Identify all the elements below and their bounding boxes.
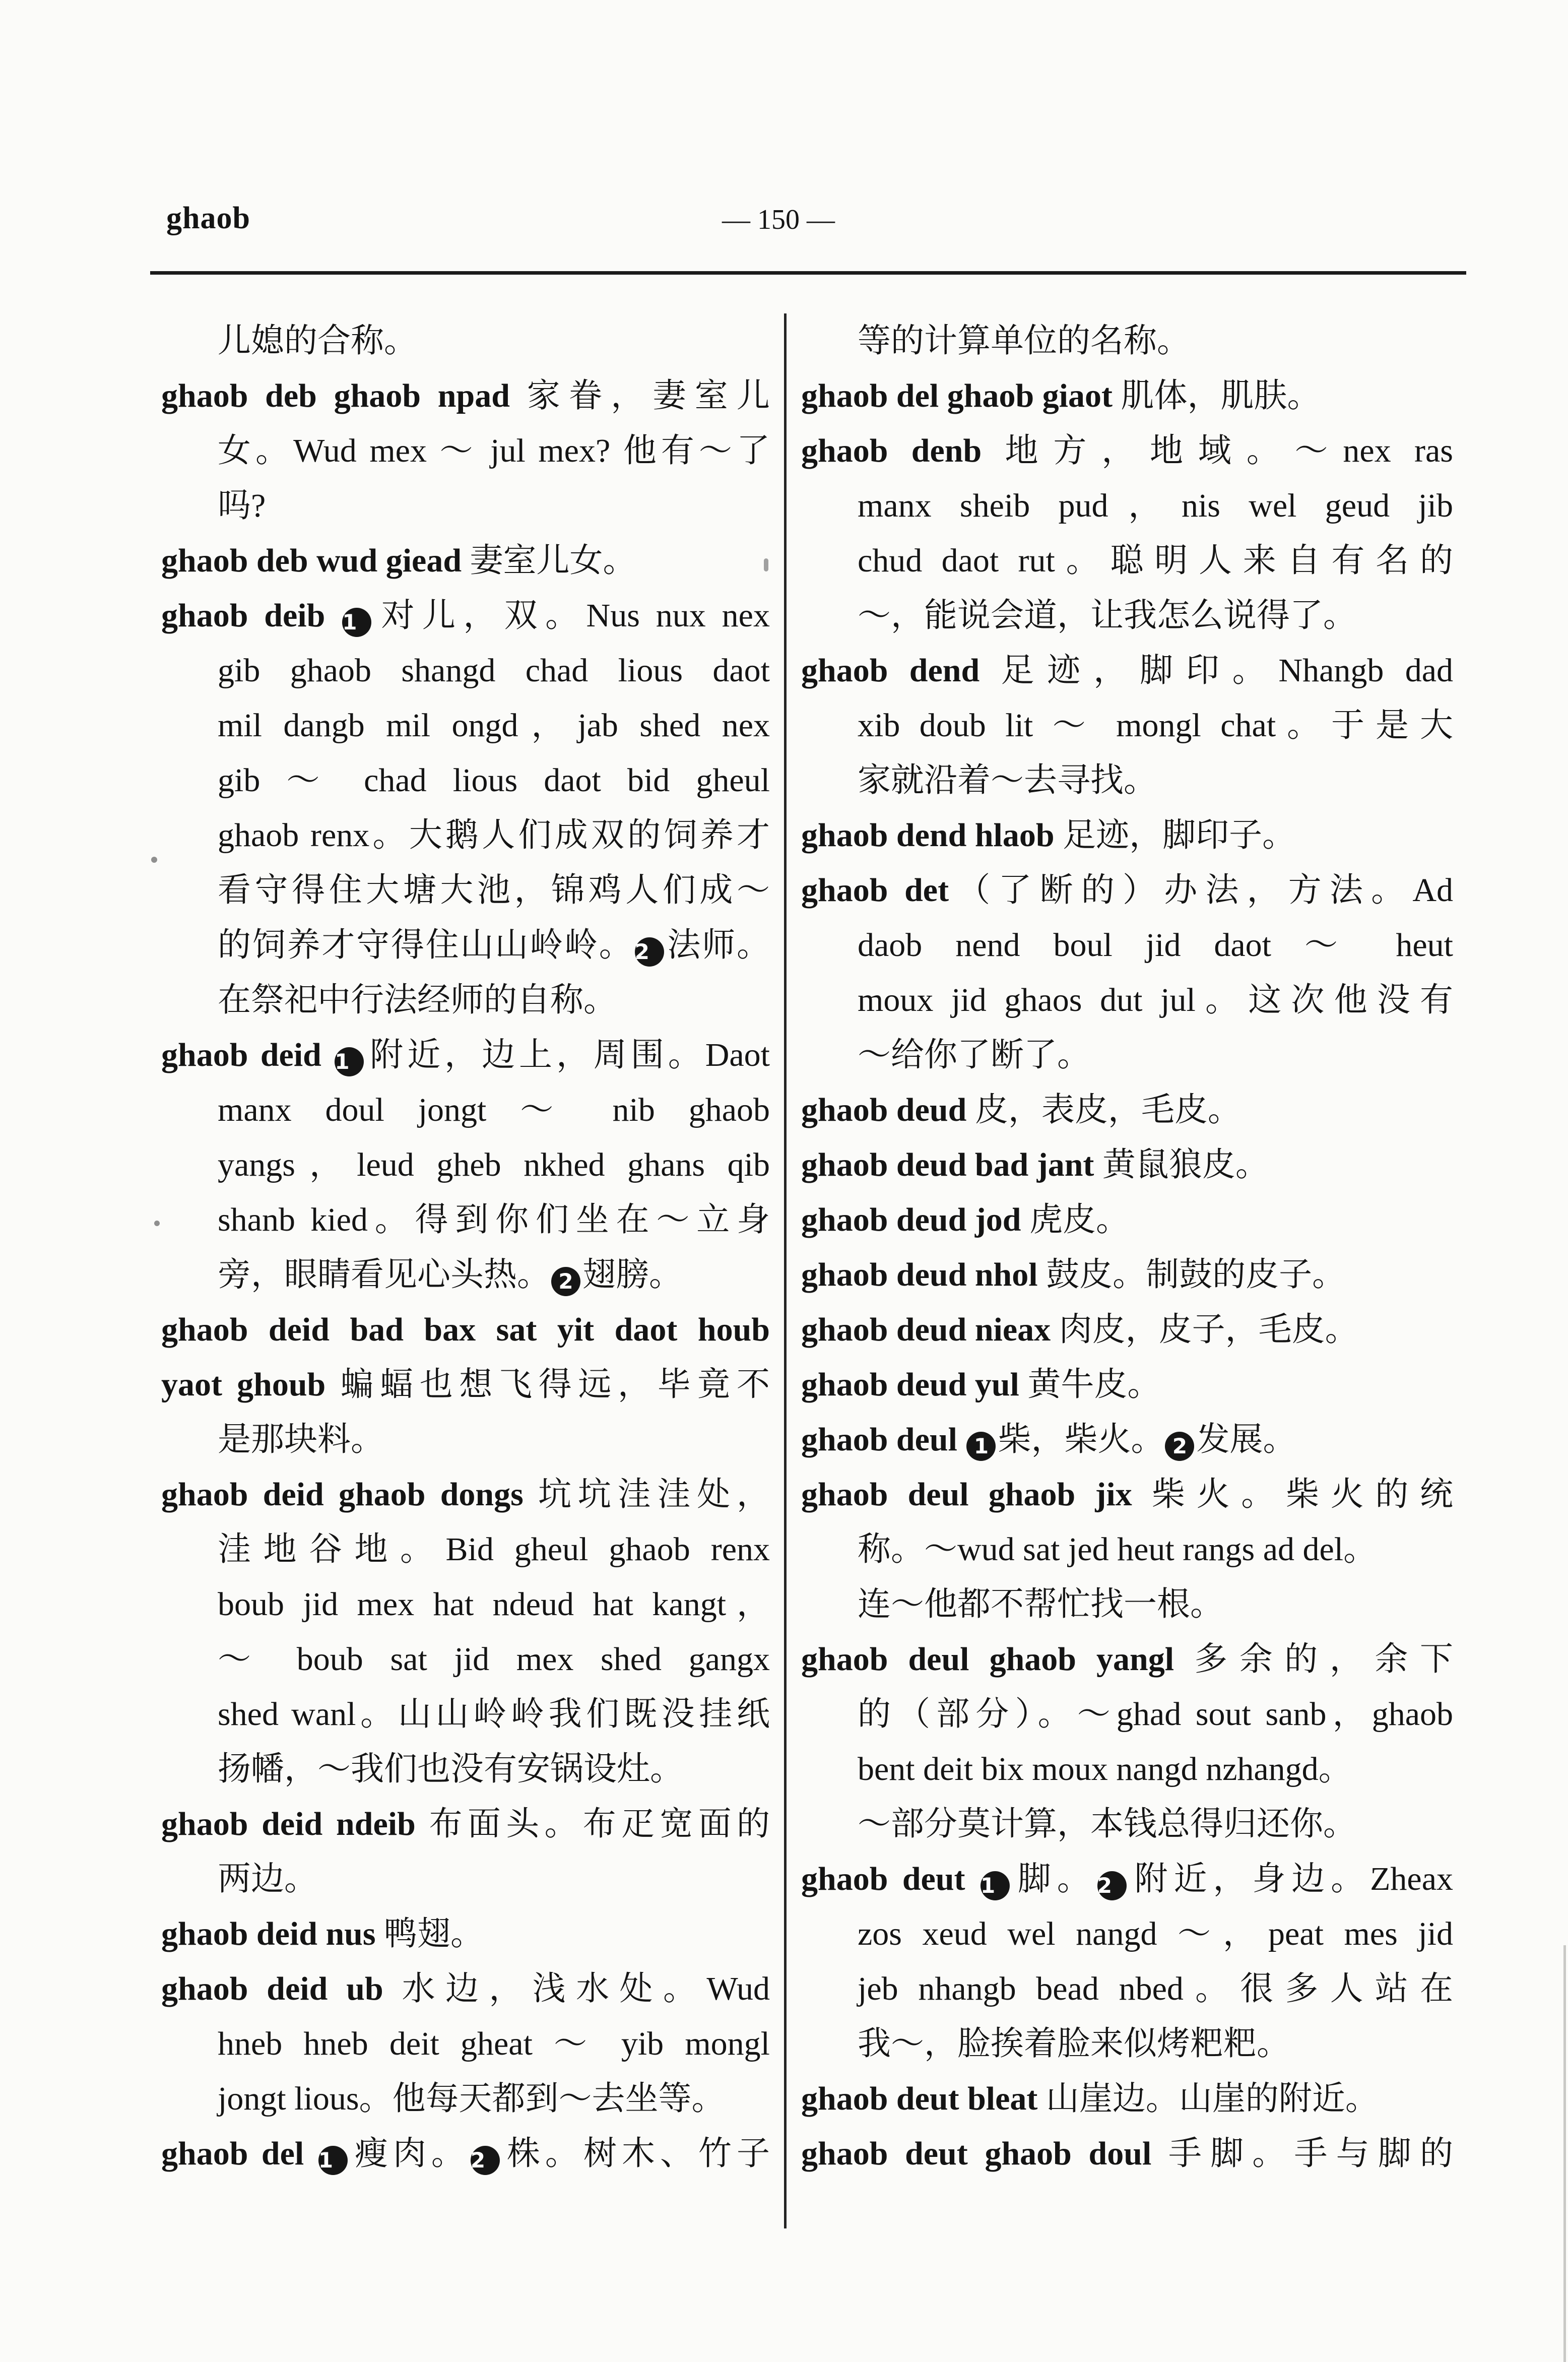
entry-text: 地方，地域。～nex ras: [982, 432, 1453, 469]
entry-text: hneb hneb deit gheat ～ yib mongl: [218, 2025, 770, 2062]
entry-text: 虎皮。: [1021, 1201, 1130, 1238]
dict-line: [161, 478, 770, 533]
dict-line: [161, 1247, 770, 1302]
entry-text: jeb nhangb bead nbed。很多人站在: [858, 1970, 1453, 2007]
headword: ghaob deud: [801, 1092, 967, 1128]
dict-line: [161, 2016, 770, 2071]
entry-text: 1 瘦肉。2 株。树木、竹子: [304, 2135, 770, 2172]
entry-text: 肌体，肌肤。: [1112, 377, 1321, 414]
entry-text: bent deit bix moux nangd nzhangd。: [858, 1751, 1352, 1788]
circled-number-icon: 2: [1097, 1871, 1127, 1900]
headword: ghaob del ghaob giaot: [801, 377, 1113, 414]
dict-line: [161, 368, 770, 423]
entry-text: 等的计算单位的名称。: [858, 323, 1190, 359]
column-left: [161, 313, 770, 2181]
dict-line: [161, 918, 770, 973]
entry-text: 1 柴，柴火。 2 发展。: [957, 1421, 1296, 1458]
entry-text: 足迹，脚印子。: [1054, 817, 1296, 854]
dict-line: [801, 1961, 1453, 2016]
dict-line: [801, 478, 1453, 533]
headword: ghaob deid ndeib: [161, 1806, 416, 1842]
headword: ghaob deid: [161, 1037, 321, 1073]
entry-text: 肉皮，皮子，毛皮。: [1051, 1311, 1358, 1348]
dict-line: [161, 1192, 770, 1247]
circled-number-icon: 1: [966, 1432, 996, 1461]
dict-line: [801, 1906, 1453, 1961]
entry-text: ～部分莫计算，本钱总得归还你。: [858, 1806, 1356, 1842]
dict-line: [801, 1028, 1453, 1082]
scan-edge-artifact: [1563, 1945, 1566, 2362]
dict-line: [801, 423, 1453, 478]
dict-line: [161, 808, 770, 863]
entry-text: shanb kied。得到你们坐在～立身: [218, 1201, 770, 1238]
dict-line: [801, 1852, 1453, 1906]
dict-line: [801, 533, 1453, 588]
dict-line: [801, 1137, 1453, 1192]
entry-text: 连～他都不帮忙找一根。: [858, 1586, 1223, 1623]
dict-line: [801, 1687, 1453, 1742]
dict-line: [161, 1577, 770, 1632]
entry-text: 黄鼠狼皮。: [1094, 1146, 1269, 1183]
headword: ghaob deut bleat: [801, 2080, 1038, 2117]
circled-number-icon: 2: [635, 937, 664, 967]
dict-line: [161, 1357, 770, 1412]
dict-line: [161, 1797, 770, 1852]
header-rule: [150, 271, 1466, 275]
dict-line: [801, 1467, 1453, 1522]
headword: ghaob deud nieax: [801, 1311, 1051, 1348]
headword: ghaob dend: [801, 652, 980, 689]
headword: ghaob deul ghaob jix: [801, 1476, 1132, 1513]
headword: ghaob deid ghaob dongs: [161, 1476, 524, 1513]
dict-line: [801, 698, 1453, 753]
entry-text: zos xeud wel nangd ～，peat mes jid: [858, 1916, 1453, 1952]
dict-line: [161, 533, 770, 588]
entry-text: daob nend boul jid daot ～ heut: [858, 927, 1453, 964]
circled-number-icon: 2: [1165, 1432, 1194, 1461]
headword: ghaob deib: [161, 597, 325, 634]
circled-number-icon: 2: [471, 2146, 500, 2175]
headword: ghaob deb ghaob npad: [161, 377, 510, 414]
dict-line: [161, 1412, 770, 1467]
dict-line: [161, 2071, 770, 2126]
dict-line: [161, 973, 770, 1028]
entry-text: （了断的）办法，方法。Ad: [949, 872, 1453, 909]
dict-line: [801, 1302, 1453, 1357]
dict-line: [801, 1632, 1453, 1687]
dict-line: [161, 423, 770, 478]
dict-line: [161, 1632, 770, 1687]
headword: ghaob deud nhol: [801, 1256, 1038, 1293]
headword: ghaob det: [801, 872, 949, 909]
dict-line: [801, 1577, 1453, 1632]
headword: ghaob deud bad jant: [801, 1146, 1094, 1183]
dict-line: [161, 1522, 770, 1577]
entry-text: 妻室儿女。: [462, 542, 636, 579]
entry-text: shed wanl。山山岭岭我们既没挂纸: [218, 1696, 770, 1733]
dict-line: [801, 863, 1453, 918]
headword: ghaob del: [161, 2135, 304, 2172]
dict-line: [161, 2126, 770, 2181]
entry-text: moux jid ghaos dut jul。这次他没有: [858, 982, 1453, 1018]
entry-text: 吗?: [218, 487, 266, 524]
entry-text: chud daot rut。聪明人来自有名的: [858, 542, 1453, 579]
scan-speck: [154, 1221, 160, 1226]
entry-text: 1 脚。2 附近，身边。Zheax: [965, 1861, 1453, 1897]
entry-text: 在祭祀中行法经师的自称。: [218, 982, 617, 1018]
dict-line: [801, 643, 1453, 698]
dict-line: [801, 1412, 1453, 1467]
dict-line: [801, 1082, 1453, 1137]
entry-text: 旁，眼睛看见心头热。 2 翅膀。: [218, 1256, 682, 1293]
dict-line: [801, 1522, 1453, 1577]
entry-text: 多余的，余下: [1174, 1641, 1453, 1678]
dict-line: [161, 1906, 770, 1961]
circled-number-icon: 1: [342, 608, 371, 637]
dict-line: [161, 1082, 770, 1137]
circled-number-icon: 1: [981, 1871, 1010, 1900]
guide-word: ghaob: [166, 201, 250, 235]
dict-line: [161, 1137, 770, 1192]
page-number: — 150 —: [722, 204, 835, 235]
entry-text: manx sheib pud，nis wel geud jib: [858, 487, 1453, 524]
entry-text: xib doub lit ～ mongl chat。于是大: [858, 707, 1453, 744]
headword: ghaob deud yul: [801, 1366, 1019, 1403]
headword: ghaob deut: [801, 1861, 965, 1897]
entry-text: 是那块料。: [218, 1421, 384, 1458]
entry-text: jongt lious。他每天都到～去坐等。: [218, 2080, 725, 2117]
entry-text: 1 对儿，双。Nus nux nex: [325, 597, 770, 634]
entry-text: 的饲养才守得住山山岭岭。2 法师。: [218, 927, 770, 964]
dict-line: [801, 1742, 1453, 1797]
dict-line: [161, 753, 770, 808]
circled-number-icon: 2: [551, 1267, 580, 1296]
dict-line: [161, 863, 770, 918]
headword: ghaob deud jod: [801, 1201, 1021, 1238]
headword: ghaob deid nus: [161, 1916, 376, 1952]
entry-text: boub jid mex hat ndeud hat kangt，: [218, 1586, 770, 1623]
entry-text: 鸭翅。: [375, 1916, 484, 1952]
entry-text: 黄牛皮。: [1019, 1366, 1161, 1403]
entry-text: 两边。: [218, 1861, 317, 1897]
entry-text: gib ～ chad lious daot bid gheul: [218, 762, 770, 799]
dict-line: [801, 918, 1453, 973]
entry-text: 扬幡，～我们也没有安锅设灶。: [218, 1751, 683, 1788]
entry-text: 家眷，妻室儿: [509, 377, 770, 414]
dict-line: [161, 643, 770, 698]
dict-line: [801, 2126, 1453, 2181]
entry-text: ～ boub sat jid mex shed gangx: [218, 1641, 770, 1678]
entry-text: 家就沿着～去寻找。: [858, 762, 1157, 799]
entry-text: 水边，浅水处。Wud: [383, 1970, 770, 2007]
dict-line: [801, 2071, 1453, 2126]
headword: ghaob denb: [801, 432, 982, 469]
headword: yaot ghoub: [161, 1366, 326, 1403]
entry-text: 山崖边。山崖的附近。: [1037, 2080, 1379, 2117]
entry-text: 我～，脸挨着脸来似烤粑粑。: [858, 2025, 1290, 2062]
headword: ghaob deul ghaob yangl: [801, 1641, 1174, 1678]
headword: ghaob deid bad bax sat yit daot houb: [161, 1311, 770, 1348]
entry-text: ghaob renx。大鹅人们成双的饲养才: [218, 817, 770, 854]
dict-line: [801, 753, 1453, 808]
dict-line: [801, 1192, 1453, 1247]
dict-line: [801, 1357, 1453, 1412]
dict-line: [161, 1687, 770, 1742]
entry-text: 坑坑洼洼处，: [523, 1476, 770, 1513]
entry-text: 1 附近，边上，周围。Daot: [321, 1037, 770, 1073]
dict-line: [801, 588, 1453, 643]
column-divider: [784, 313, 787, 2228]
dict-line: [801, 2016, 1453, 2071]
dict-line: [161, 1961, 770, 2016]
headword: ghaob deid ub: [161, 1970, 383, 2007]
circled-number-icon: 1: [318, 2146, 348, 2175]
dict-line: [161, 1467, 770, 1522]
scan-speck: [151, 857, 157, 863]
circled-number-icon: 1: [335, 1047, 364, 1076]
headword: ghaob deb wud giead: [161, 542, 462, 579]
dict-line: [161, 698, 770, 753]
entry-text: yangs，leud gheb nkhed ghans qib: [218, 1146, 770, 1183]
entry-text: 洼地谷地。Bid gheul ghaob renx: [218, 1531, 770, 1568]
dict-line: [161, 313, 770, 368]
dict-line: [801, 1797, 1453, 1852]
dict-line: [801, 808, 1453, 863]
entry-text: 皮，表皮，毛皮。: [966, 1092, 1241, 1128]
entry-text: ～，能说会道，让我怎么说得了。: [858, 597, 1356, 634]
entry-text: ～给你了断了。: [858, 1037, 1090, 1073]
dict-line: [161, 1742, 770, 1797]
entry-text: 鼓皮。制鼓的皮子。: [1037, 1256, 1346, 1293]
dict-line: [161, 1302, 770, 1357]
headword: ghaob deut ghaob doul: [801, 2135, 1152, 2172]
entry-text: 女。Wud mex ～ jul mex? 他有～了: [218, 432, 770, 469]
entry-text: gib ghaob shangd chad lious daot: [218, 652, 770, 689]
entry-text: 柴火。柴火的统: [1132, 1476, 1454, 1513]
entry-text: 看守得住大塘大池，锦鸡人们成～: [218, 872, 770, 909]
entry-text: mil dangb mil ongd，jab shed nex: [218, 707, 770, 744]
entry-text: 称。～wud sat jed heut rangs ad del。: [858, 1531, 1377, 1568]
headword: ghaob dend hlaob: [801, 817, 1055, 854]
scan-speck: [764, 558, 768, 571]
entry-text: 布面头。布疋宽面的: [415, 1806, 770, 1842]
entry-text: 手脚。手与脚的: [1151, 2135, 1453, 2172]
dict-line: [801, 313, 1453, 368]
dict-line: [801, 973, 1453, 1028]
entry-text: 足迹，脚印。Nhangb dad: [979, 652, 1453, 689]
dict-line: [801, 1247, 1453, 1302]
entry-text: manx doul jongt ～ nib ghaob: [218, 1092, 770, 1128]
entry-text: 儿媳的合称。: [218, 323, 417, 359]
column-right: [801, 313, 1453, 2181]
entry-text: 的（部分）。～ghad sout sanb，ghaob: [858, 1696, 1453, 1733]
entry-text: 蝙蝠也想飞得远，毕竟不: [325, 1366, 770, 1403]
headword: ghaob deul: [801, 1421, 957, 1458]
dict-line: [161, 588, 770, 643]
dict-line: [161, 1852, 770, 1906]
dict-line: [801, 368, 1453, 423]
dict-line: [161, 1028, 770, 1082]
